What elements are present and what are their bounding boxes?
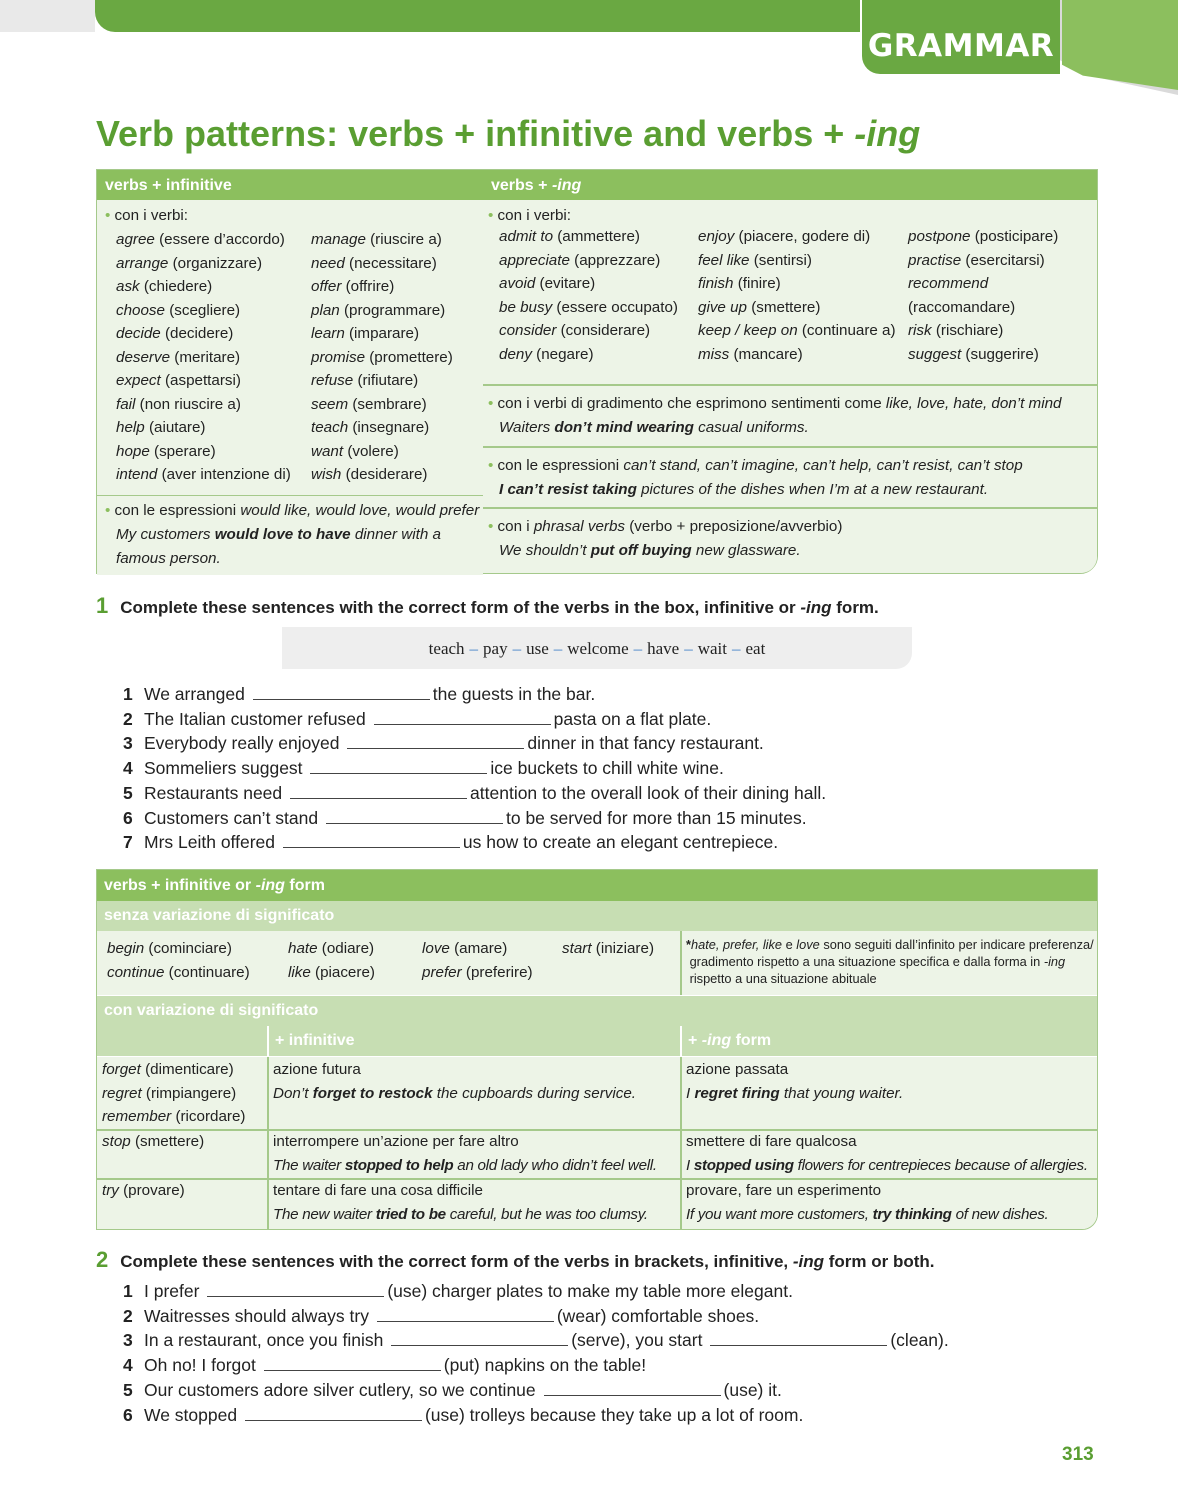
answer-blank[interactable] — [310, 759, 487, 774]
ing-column — [483, 170, 1097, 573]
infinitive-verb: choose (scegliere) — [116, 301, 241, 319]
infinitive-verb: fail (non riuscire a) — [116, 395, 241, 413]
ing-verb: admit to (ammettere) — [499, 228, 640, 245]
infinitive-verb: refuse (rifiutare) — [311, 372, 419, 389]
exercise-item — [123, 682, 826, 707]
tab-accent — [1062, 0, 1178, 90]
item-text: the guests in the bar. — [432, 684, 596, 704]
infinitive-verbs-col2 — [311, 228, 453, 487]
ing-verb: suggest (suggerire) — [908, 345, 1039, 363]
col-ing-header: + -ing form — [688, 1032, 772, 1049]
item-text: Waitresses should always try — [144, 1305, 369, 1326]
item-text: We stopped — [144, 1404, 238, 1425]
infinitive-verb: learn (imparare) — [311, 325, 420, 342]
ing-verb: practise (esercitarsi) — [908, 251, 1045, 269]
exercise-item — [123, 707, 826, 732]
item-number: 6 — [123, 807, 133, 828]
infinitive-verb: arrange (organizzare) — [116, 254, 263, 272]
item-text: (use) trolleys because they take up a lot of room. — [424, 1404, 804, 1425]
ing-verb: be busy (essere occupato) — [499, 298, 678, 316]
word-option: welcome — [567, 639, 629, 658]
exercise-2-list — [123, 1279, 949, 1427]
item-text: Our customers adore silver cutlery, so we continue — [144, 1379, 536, 1400]
item-number: 5 — [123, 1379, 133, 1400]
item-text: We arranged — [144, 684, 245, 704]
infinitive-verb: help (aiutare) — [116, 419, 206, 436]
infinitive-expressions: • con le espressioni would like, would love, would prefer — [105, 502, 480, 519]
table2-header: verbs + infinitive or -ing form — [97, 870, 1097, 901]
infinitive-verb: expect (aspettarsi) — [116, 372, 241, 389]
no-change-header: senza variazione di significato — [97, 901, 1097, 931]
infinitive-header: verbs + infinitive — [97, 170, 483, 200]
ing-verb: appreciate (apprezzare) — [499, 251, 661, 269]
item-text: I prefer — [144, 1281, 200, 1301]
infinitive-verb: hope (sperare) — [116, 442, 216, 460]
forget-ing-usage: azione passata I regret firing that young waiter. — [686, 1061, 904, 1102]
answer-blank[interactable] — [290, 784, 467, 799]
item-text: (clean). — [890, 1330, 949, 1351]
answer-blank[interactable] — [245, 1406, 422, 1421]
stop-verb: stop (smettere) — [102, 1133, 205, 1150]
ing-verbs-col2 — [698, 225, 896, 366]
ing-expressions-example: I can’t resist taking pictures of the dishes when I’m at a new restaurant. — [499, 481, 989, 498]
item-text: (serve), you start — [571, 1330, 703, 1351]
infinitive-verb: need (necessitare) — [311, 254, 437, 272]
infinitive-verb: want (volere) — [311, 442, 399, 460]
item-number: 6 — [123, 1404, 133, 1425]
page-number: 313 — [1062, 1444, 1094, 1465]
ing-verb: recommend (raccomandare) — [908, 275, 1016, 316]
ing-verb: postpone (posticipare) — [908, 228, 1059, 245]
item-number: 4 — [123, 1355, 133, 1376]
verb-hate: hate (odiare) — [288, 940, 375, 957]
answer-blank[interactable] — [347, 734, 524, 749]
exercise-item — [123, 731, 826, 756]
infinitive-intro: • con i verbi: — [105, 207, 188, 224]
word-separator: – — [512, 639, 522, 658]
page-title: Verb patterns: verbs + infinitive and verbs + -ing — [96, 113, 921, 154]
item-text: (use) it. — [723, 1379, 782, 1400]
item-text: (put) napkins on the table! — [443, 1355, 647, 1376]
item-text: pasta on a flat plate. — [553, 708, 712, 729]
word-option: use — [526, 639, 549, 658]
item-text: attention to the overall look of their dining hall. — [470, 782, 827, 803]
verb-love: love (amare) — [422, 940, 508, 957]
item-text: Everybody really enjoyed — [144, 733, 340, 754]
forget-regret-remember: forget (dimenticare) regret (rimpiangere) remember (ricordare) — [102, 1061, 246, 1125]
verb-prefer: prefer (preferire) — [422, 964, 533, 981]
exercise-item — [123, 806, 826, 831]
item-number: 1 — [123, 1281, 133, 1301]
section-tab: GRAMMAR — [862, 0, 1060, 74]
word-option: eat — [745, 639, 766, 658]
forget-infinitive-usage: azione futura Don’t forget to restock the cupboards during service. — [273, 1061, 636, 1102]
word-option: wait — [697, 639, 727, 658]
exercise-item — [123, 756, 826, 781]
answer-blank[interactable] — [253, 685, 430, 700]
word-separator: – — [633, 639, 643, 658]
item-number: 2 — [123, 1305, 133, 1326]
ing-verb: give up (smettere) — [698, 298, 821, 316]
infinitive-verbs-col1 — [116, 228, 291, 487]
exercise-item — [123, 830, 826, 855]
infinitive-column — [97, 170, 484, 573]
infinitive-verb: offer (offrire) — [311, 278, 395, 295]
verb-continue: continue (continuare) — [107, 964, 250, 981]
item-number: 5 — [123, 782, 133, 803]
ing-phrasal-example: We shouldn’t put off buying new glassware. — [499, 542, 801, 559]
exercise-2-instructions: 2 Complete these sentences with the correct form of the verbs in brackets, infinitive, -ing form or both. — [96, 1247, 935, 1272]
verb-start: start (iniziare) — [562, 940, 654, 957]
verb-like: like (piacere) — [288, 964, 375, 981]
item-text: (wear) comfortable shoes. — [556, 1305, 760, 1326]
ing-verbs-col1 — [499, 225, 678, 366]
ing-verb: enjoy (piacere, godere di) — [698, 228, 871, 245]
ing-feelings-example: Waiters don’t mind wearing casual uniforms. — [499, 419, 809, 436]
infinitive-verb: manage (riuscire a) — [311, 231, 442, 248]
answer-blank[interactable] — [283, 833, 460, 848]
infinitive-verb: ask (chiedere) — [116, 278, 213, 295]
infinitive-verb: seem (sembrare) — [311, 395, 427, 413]
ing-verb: finish (finire) — [698, 275, 781, 292]
ing-intro: • con i verbi: — [488, 207, 571, 224]
infinitive-verb: intend (aver intenzione di) — [116, 466, 291, 483]
verb-begin: begin (cominciare) — [107, 940, 232, 957]
word-separator: – — [469, 639, 479, 658]
ing-phrasal: • con i phrasal verbs (verbo + preposizione/avverbio) — [488, 518, 843, 535]
change-header: con variazione di significato — [97, 996, 1097, 1026]
item-text: Sommeliers suggest — [144, 758, 303, 779]
exercise-item — [123, 1328, 949, 1353]
item-text: (use) charger plates to make my table more elegant. — [387, 1281, 793, 1301]
word-separator: – — [684, 639, 693, 658]
item-text: dinner in that fancy restaurant. — [527, 733, 764, 754]
col-infinitive-header: + infinitive — [275, 1032, 355, 1049]
ing-verb: keep / keep on (continuare a) — [698, 322, 896, 339]
grammar-table-2 — [96, 869, 1098, 1230]
ing-verbs-col3 — [908, 225, 1097, 366]
item-number: 4 — [123, 758, 133, 779]
ing-feelings: • con i verbi di gradimento che esprimono sentimenti come like, love, hate, don’t mind — [488, 395, 1062, 412]
exercise-1-list — [123, 682, 826, 855]
infinitive-verb: deserve (meritare) — [116, 348, 241, 366]
answer-blank[interactable] — [374, 710, 551, 725]
ing-expressions: • con le espressioni can’t stand, can’t imagine, can’t help, can’t resist, can’t stop — [488, 457, 1023, 474]
word-separator: – — [553, 639, 563, 658]
exercise-item — [123, 1353, 949, 1378]
infinitive-verb: plan (programmare) — [311, 301, 446, 319]
item-number: 1 — [123, 684, 133, 704]
exercise-item — [123, 1304, 949, 1329]
word-separator: – — [731, 639, 741, 658]
ing-header: verbs + -ing — [483, 170, 1097, 200]
ing-verb: feel like (sentirsi) — [698, 251, 812, 269]
infinitive-example: My customers would love to have dinner with a famous person. — [116, 526, 441, 567]
top-bar — [95, 0, 860, 32]
ing-verb: miss (mancare) — [698, 345, 803, 363]
answer-blank[interactable] — [544, 1381, 721, 1396]
exercise-item — [123, 1403, 949, 1428]
infinitive-verb: teach (insegnare) — [311, 419, 430, 436]
answer-blank[interactable] — [391, 1331, 568, 1346]
item-number: 7 — [123, 832, 133, 853]
usage-note: *hate, prefer, like e love sono seguiti dall’infinito per indicare preferenza/ gradimento rispetto a una situazione specifica e dalla forma in -ing rispetto a una situazione abituale — [686, 937, 1094, 986]
try-verb: try (provare) — [102, 1182, 185, 1199]
ing-verb: risk (rischiare) — [908, 322, 1004, 339]
stop-ing-usage: smettere di fare qualcosa I stopped using flowers for centrepieces because of allergies. — [686, 1133, 1088, 1174]
infinitive-verb: wish (desiderare) — [311, 466, 428, 483]
item-number: 3 — [123, 733, 133, 754]
stop-infinitive-usage: interrompere un’azione per fare altro The waiter stopped to help an old lady who didn’t feel well. — [273, 1133, 657, 1174]
ing-verb: avoid (evitare) — [499, 275, 596, 292]
item-text: Restaurants need — [144, 782, 283, 803]
exercise-item — [123, 781, 826, 806]
answer-blank[interactable] — [710, 1331, 887, 1346]
word-option: have — [647, 639, 680, 658]
infinitive-verb: promise (promettere) — [311, 348, 453, 366]
item-number: 2 — [123, 708, 133, 729]
answer-blank[interactable] — [264, 1356, 441, 1371]
word-box — [282, 627, 912, 669]
exercise-item — [123, 1279, 949, 1304]
item-number: 3 — [123, 1330, 133, 1351]
infinitive-verb: decide (decidere) — [116, 325, 234, 342]
item-text: ice buckets to chill white wine. — [490, 758, 724, 779]
item-text: The Italian customer refused — [144, 708, 366, 729]
item-text: Mrs Leith offered — [144, 832, 275, 853]
try-infinitive-usage: tentare di fare una cosa difficile The new waiter tried to be careful, but he was too clumsy. — [273, 1182, 648, 1223]
item-text: Customers can’t stand — [144, 807, 319, 828]
word-option: pay — [483, 639, 508, 658]
item-text: In a restaurant, once you finish — [144, 1330, 384, 1351]
exercise-1-instructions: 1 Complete these sentences with the correct form of the verbs in the box, infinitive or -ing form. — [96, 593, 879, 618]
answer-blank[interactable] — [326, 809, 503, 824]
item-text: to be served for more than 15 minutes. — [505, 807, 807, 828]
answer-blank[interactable] — [377, 1307, 554, 1322]
top-bar-grey — [0, 0, 95, 32]
item-text: Oh no! I forgot — [144, 1355, 256, 1376]
ing-verb: consider (considerare) — [499, 322, 651, 339]
answer-blank[interactable] — [207, 1282, 384, 1297]
try-ing-usage: provare, fare un esperimento If you want more customers, try thinking of new dishes. — [686, 1182, 1049, 1223]
grammar-table-1 — [96, 169, 1098, 574]
exercise-item — [123, 1378, 949, 1403]
word-option: teach — [428, 639, 465, 658]
infinitive-verb: agree (essere d’accordo) — [116, 231, 285, 248]
ing-verb: deny (negare) — [499, 345, 594, 363]
item-text: us how to create an elegant centrepiece. — [462, 832, 779, 853]
